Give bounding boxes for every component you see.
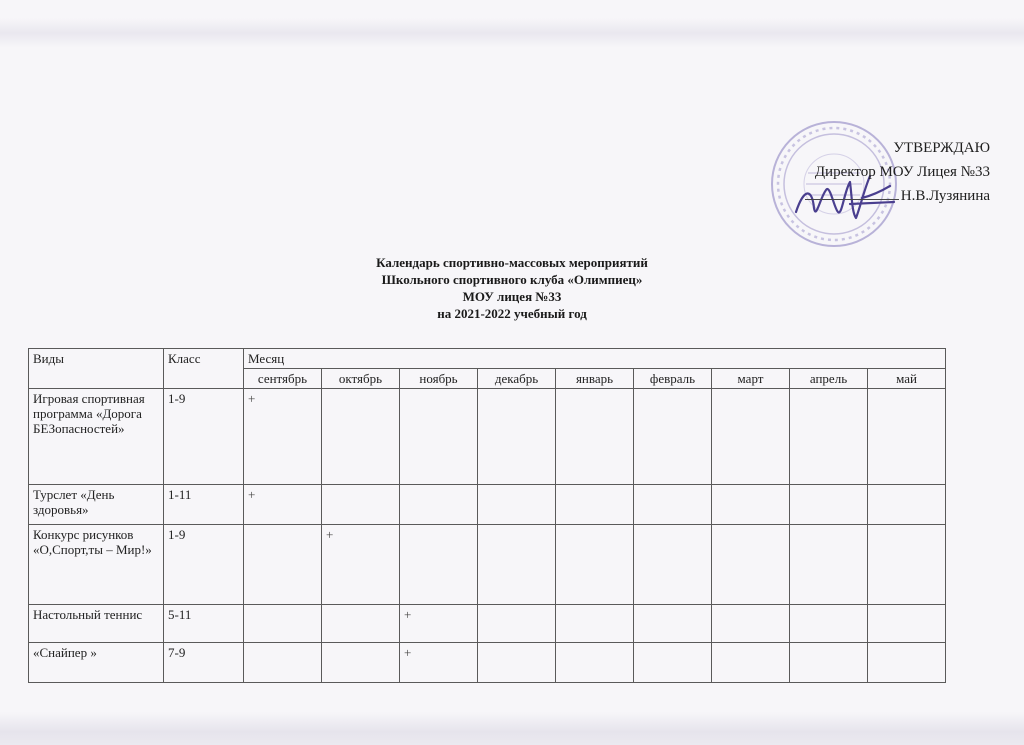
month-header: октябрь xyxy=(322,369,400,389)
cell-month-mark xyxy=(322,643,400,683)
cell-month-mark xyxy=(712,485,790,525)
header-month: Месяц xyxy=(244,349,946,369)
month-header: февраль xyxy=(634,369,712,389)
title-line-2: Школьного спортивного клуба «Олимпиец» xyxy=(381,272,643,287)
approval-signer: Н.В.Лузянина xyxy=(900,188,990,204)
cell-kind: «Снайпер » xyxy=(29,643,164,683)
cell-month-mark xyxy=(868,389,946,485)
cell-month-mark xyxy=(556,525,634,605)
cell-month-mark xyxy=(712,389,790,485)
cell-month-mark xyxy=(322,485,400,525)
cell-month-mark xyxy=(556,389,634,485)
document-title xyxy=(0,254,1024,322)
table-row xyxy=(29,525,946,605)
cell-month-mark xyxy=(400,525,478,605)
cell-month-mark xyxy=(634,389,712,485)
month-header: март xyxy=(712,369,790,389)
cell-month-mark xyxy=(868,643,946,683)
cell-month-mark xyxy=(634,485,712,525)
cell-month-mark: + xyxy=(322,525,400,605)
cell-month-mark xyxy=(478,525,556,605)
table-row xyxy=(29,389,946,485)
cell-kind: Настольный теннис xyxy=(29,605,164,643)
month-header: ноябрь xyxy=(400,369,478,389)
month-header: декабрь xyxy=(478,369,556,389)
month-header: май xyxy=(868,369,946,389)
cell-month-mark xyxy=(400,485,478,525)
cell-month-mark xyxy=(790,525,868,605)
table-row xyxy=(29,485,946,525)
cell-month-mark xyxy=(244,605,322,643)
cell-month-mark xyxy=(556,605,634,643)
cell-month-mark xyxy=(790,605,868,643)
cell-month-mark: + xyxy=(244,485,322,525)
cell-month-mark: + xyxy=(400,605,478,643)
approval-position: Директор МОУ Лицея №33 xyxy=(814,164,990,180)
cell-month-mark xyxy=(634,525,712,605)
cell-month-mark xyxy=(556,643,634,683)
header-kind: Виды xyxy=(29,349,164,389)
scan-shadow-top xyxy=(0,18,1024,48)
cell-kind: Турслет «День здоровья» xyxy=(29,485,164,525)
cell-month-mark xyxy=(712,525,790,605)
cell-month-mark xyxy=(400,389,478,485)
cell-month-mark xyxy=(868,525,946,605)
cell-month-mark xyxy=(790,643,868,683)
title-line-1: Календарь спортивно-массовых мероприятий xyxy=(376,255,648,270)
approval-title: УТВЕРЖДАЮ xyxy=(893,140,990,156)
cell-month-mark xyxy=(790,485,868,525)
cell-month-mark xyxy=(478,485,556,525)
cell-month-mark: + xyxy=(244,389,322,485)
month-header: январь xyxy=(556,369,634,389)
title-line-4: на 2021-2022 учебный год xyxy=(437,306,587,321)
table-row xyxy=(29,605,946,643)
events-table xyxy=(28,348,946,683)
cell-month-mark xyxy=(244,525,322,605)
cell-month-mark xyxy=(322,389,400,485)
cell-class: 7-9 xyxy=(164,643,244,683)
title-line-3: МОУ лицея №33 xyxy=(462,289,562,304)
approval-signature-line xyxy=(805,184,990,208)
month-header: апрель xyxy=(790,369,868,389)
cell-class: 1-9 xyxy=(164,525,244,605)
cell-month-mark xyxy=(634,605,712,643)
header-class: Класс xyxy=(164,349,244,389)
cell-kind: Конкурс рисунков «О,Спорт,ты – Мир!» xyxy=(29,525,164,605)
cell-month-mark xyxy=(790,389,868,485)
cell-kind: Игровая спортивная программа «Дорога БЕЗопасностей» xyxy=(29,389,164,485)
cell-class: 1-9 xyxy=(164,389,244,485)
scan-shadow-bottom xyxy=(0,712,1024,745)
table-row xyxy=(29,643,946,683)
cell-month-mark xyxy=(478,643,556,683)
cell-month-mark xyxy=(322,605,400,643)
cell-month-mark xyxy=(244,643,322,683)
cell-month-mark xyxy=(478,605,556,643)
cell-class: 5-11 xyxy=(164,605,244,643)
table-header-row xyxy=(29,349,946,369)
cell-month-mark xyxy=(556,485,634,525)
cell-month-mark xyxy=(634,643,712,683)
cell-month-mark xyxy=(868,605,946,643)
cell-month-mark xyxy=(868,485,946,525)
cell-class: 1-11 xyxy=(164,485,244,525)
cell-month-mark: + xyxy=(400,643,478,683)
cell-month-mark xyxy=(712,605,790,643)
cell-month-mark xyxy=(478,389,556,485)
month-header: сентябрь xyxy=(244,369,322,389)
approval-block xyxy=(805,136,990,208)
cell-month-mark xyxy=(712,643,790,683)
